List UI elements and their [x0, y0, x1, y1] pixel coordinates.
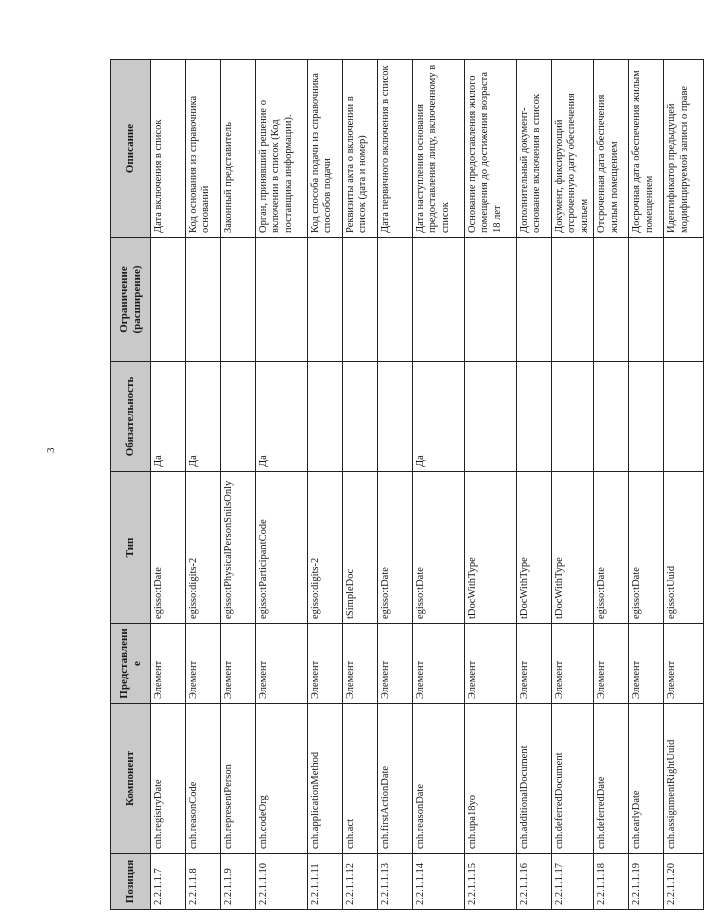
cell-restriction — [221, 238, 256, 362]
cell-description: Код основания из справочника оснований — [186, 60, 221, 238]
cell-restriction — [186, 238, 221, 362]
cell-component: cnh.earlyDate — [629, 704, 664, 854]
cell-position: 2.2.1.1.20 — [664, 854, 704, 910]
header-type: Тип — [111, 472, 151, 624]
cell-description: Дата включения в список — [151, 60, 186, 238]
cell-position: 2.2.1.1.14 — [413, 854, 465, 910]
cell-type: tDocWithType — [552, 472, 594, 624]
table-row — [413, 60, 465, 910]
cell-restriction — [594, 238, 629, 362]
cell-type: egisso:tPhysicalPersonSnilsOnly — [221, 472, 256, 624]
table-row — [186, 60, 221, 910]
cell-representation: Элемент — [378, 624, 413, 704]
cell-type: tDocWithType — [465, 472, 517, 624]
table-row — [629, 60, 664, 910]
cell-restriction — [256, 238, 308, 362]
table-row — [256, 60, 308, 910]
cell-required: Да — [151, 362, 186, 472]
cell-restriction — [552, 238, 594, 362]
cell-required — [629, 362, 664, 472]
cell-description: Законный представитель — [221, 60, 256, 238]
header-component: Компонент — [111, 704, 151, 854]
table-row — [343, 60, 378, 910]
cell-component: cnh.deferredDate — [594, 704, 629, 854]
cell-component: cnh.representPerson — [221, 704, 256, 854]
cell-component: cnh.reasonDate — [413, 704, 465, 854]
cell-restriction — [664, 238, 704, 362]
cell-description: Отсроченная дата обеспечения жилым помещением — [594, 60, 629, 238]
table-row — [594, 60, 629, 910]
cell-type: egisso:tDate — [413, 472, 465, 624]
cell-type: tSimpleDoc — [343, 472, 378, 624]
cell-description: Код способа подачи из справочника способов подачи — [308, 60, 343, 238]
cell-type: egisso:tDate — [378, 472, 413, 624]
cell-component: cnh.applicationMethod — [308, 704, 343, 854]
cell-representation: Элемент — [343, 624, 378, 704]
cell-required — [378, 362, 413, 472]
cell-restriction — [343, 238, 378, 362]
spec-table — [110, 59, 704, 910]
page-number: 3 — [45, 447, 57, 453]
cell-component: cnh.codeOrg — [256, 704, 308, 854]
table-row — [151, 60, 186, 910]
cell-representation: Элемент — [186, 624, 221, 704]
cell-description: Дата первичного включения в список — [378, 60, 413, 238]
cell-position: 2.2.1.1.8 — [186, 854, 221, 910]
cell-representation: Элемент — [256, 624, 308, 704]
header-representation: Представление — [111, 624, 151, 704]
cell-representation: Элемент — [517, 624, 552, 704]
cell-restriction — [308, 238, 343, 362]
cell-required — [594, 362, 629, 472]
cell-restriction — [629, 238, 664, 362]
cell-type: egisso:tUuid — [664, 472, 704, 624]
header-position: Позиция — [111, 854, 151, 910]
cell-representation: Элемент — [413, 624, 465, 704]
cell-representation: Элемент — [664, 624, 704, 704]
cell-description: Досрочная дата обеспечения жилым помещением — [629, 60, 664, 238]
cell-component: cnh.assignmentRightUuid — [664, 704, 704, 854]
header-restriction: Ограничение (расширение) — [111, 238, 151, 362]
header-required: Обязательность — [111, 362, 151, 472]
cell-position: 2.2.1.1.17 — [552, 854, 594, 910]
cell-required — [664, 362, 704, 472]
table-row — [221, 60, 256, 910]
table-header-row — [111, 60, 151, 910]
cell-description: Идентификатор предыдущей модифицируемой записи о праве — [664, 60, 704, 238]
cell-position: 2.2.1.1.13 — [378, 854, 413, 910]
cell-description: Орган, принявший решение о включении в список (Код поставщика информации). — [256, 60, 308, 238]
cell-required — [308, 362, 343, 472]
cell-position: 2.2.1.1.12 — [343, 854, 378, 910]
cell-description: Основание предоставления жилого помещения до достижения возраста 18 лет — [465, 60, 517, 238]
table-row — [552, 60, 594, 910]
cell-representation: Элемент — [221, 624, 256, 704]
cell-component: cnh.additionalDocument — [517, 704, 552, 854]
cell-representation: Элемент — [308, 624, 343, 704]
cell-component: cnh.registryDate — [151, 704, 186, 854]
cell-required — [465, 362, 517, 472]
cell-restriction — [378, 238, 413, 362]
cell-representation: Элемент — [552, 624, 594, 704]
cell-description: Дата наступления основания предоставления лицу, включенному в список — [413, 60, 465, 238]
cell-restriction — [465, 238, 517, 362]
cell-type: egisso:tParticipantCode — [256, 472, 308, 624]
header-description: Описание — [111, 60, 151, 238]
cell-restriction — [151, 238, 186, 362]
cell-required — [552, 362, 594, 472]
cell-required: Да — [186, 362, 221, 472]
cell-type: egisso:tDate — [629, 472, 664, 624]
table-row — [664, 60, 704, 910]
cell-required: Да — [256, 362, 308, 472]
table-row — [308, 60, 343, 910]
cell-position: 2.2.1.1.16 — [517, 854, 552, 910]
cell-position: 2.2.1.1.10 — [256, 854, 308, 910]
cell-position: 2.2.1.1.19 — [629, 854, 664, 910]
cell-representation: Элемент — [465, 624, 517, 704]
table-row — [378, 60, 413, 910]
cell-type: egisso:tDate — [594, 472, 629, 624]
spec-table-wrapper — [110, 60, 690, 910]
cell-description: Реквизиты акта о включении в список (дата и номер) — [343, 60, 378, 238]
cell-required: Да — [413, 362, 465, 472]
cell-type: egisso:tDate — [151, 472, 186, 624]
cell-component: cnh.reasonCode — [186, 704, 221, 854]
cell-position: 2.2.1.1.11 — [308, 854, 343, 910]
cell-restriction — [517, 238, 552, 362]
table-row — [517, 60, 552, 910]
cell-component: cnh.deferredDocument — [552, 704, 594, 854]
cell-position: 2.2.1.1.18 — [594, 854, 629, 910]
table-row — [465, 60, 517, 910]
cell-type: tDocWithType — [517, 472, 552, 624]
cell-type: egisso:digits-2 — [186, 472, 221, 624]
cell-position: 2.2.1.1.7 — [151, 854, 186, 910]
cell-restriction — [413, 238, 465, 362]
cell-position: 2.2.1.1.15 — [465, 854, 517, 910]
cell-representation: Элемент — [151, 624, 186, 704]
cell-representation: Элемент — [594, 624, 629, 704]
cell-required — [221, 362, 256, 472]
cell-component: cnh.upa18yo — [465, 704, 517, 854]
cell-required — [343, 362, 378, 472]
cell-component: cnh.act — [343, 704, 378, 854]
cell-component: cnh.firstActionDate — [378, 704, 413, 854]
cell-required — [517, 362, 552, 472]
cell-description: Документ, фиксирующий отсроченную дату обеспечения жильем — [552, 60, 594, 238]
cell-representation: Элемент — [629, 624, 664, 704]
cell-position: 2.2.1.1.9 — [221, 854, 256, 910]
cell-type: egisso:digits-2 — [308, 472, 343, 624]
cell-description: Дополнительный документ-основание включения в список — [517, 60, 552, 238]
